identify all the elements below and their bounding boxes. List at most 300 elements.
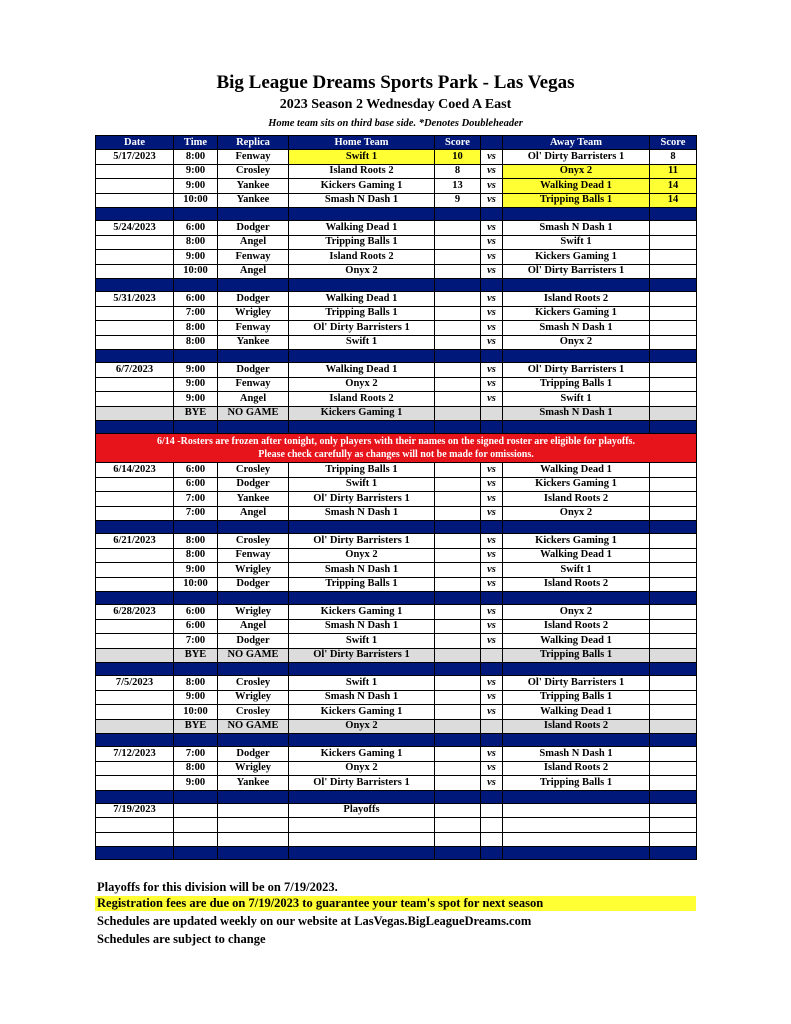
date-cell — [96, 235, 174, 250]
vs-cell — [481, 818, 503, 833]
time-cell: 9:00 — [174, 377, 218, 392]
home-team-cell — [289, 832, 435, 847]
separator-cell — [289, 521, 435, 534]
separator-cell — [174, 208, 218, 221]
home-team-cell: Tripping Balls 1 — [289, 463, 435, 478]
field-cell: Dodger — [218, 577, 289, 592]
separator-cell — [650, 208, 697, 221]
vs-cell: vs — [481, 164, 503, 179]
home-score-cell — [435, 264, 481, 279]
vs-cell: vs — [481, 335, 503, 350]
time-cell: 8:00 — [174, 335, 218, 350]
vs-cell: vs — [481, 306, 503, 321]
date-cell: 5/17/2023 — [96, 150, 174, 165]
field-cell: Angel — [218, 264, 289, 279]
date-cell — [96, 818, 174, 833]
vs-cell — [481, 719, 503, 734]
bye-row — [96, 648, 697, 663]
separator-cell — [289, 592, 435, 605]
home-team-cell: Onyx 2 — [289, 719, 435, 734]
home-score-cell — [435, 776, 481, 791]
separator-cell — [435, 734, 481, 747]
time-cell: 7:00 — [174, 634, 218, 649]
separator-cell — [503, 592, 650, 605]
field-cell: Angel — [218, 506, 289, 521]
field-cell: Yankee — [218, 776, 289, 791]
home-score-cell — [435, 321, 481, 336]
home-team-cell: Smash N Dash 1 — [289, 193, 435, 208]
separator-cell — [96, 847, 174, 860]
separator-cell — [650, 421, 697, 434]
home-team-cell: Walking Dead 1 — [289, 292, 435, 307]
game-row — [96, 747, 697, 762]
away-team-cell — [503, 818, 650, 833]
home-team-cell: Playoffs — [289, 803, 435, 818]
field-cell: Crosley — [218, 463, 289, 478]
field-cell: Dodger — [218, 221, 289, 236]
date-cell — [96, 179, 174, 194]
field-cell: Yankee — [218, 179, 289, 194]
separator-cell — [435, 350, 481, 363]
home-score-cell — [435, 747, 481, 762]
time-cell: 10:00 — [174, 577, 218, 592]
game-row — [96, 548, 697, 563]
field-cell — [218, 818, 289, 833]
time-cell: 8:00 — [174, 548, 218, 563]
separator-cell — [481, 279, 503, 292]
date-cell — [96, 406, 174, 421]
separator-cell — [503, 421, 650, 434]
separator-cell — [435, 521, 481, 534]
home-team-cell: Smash N Dash 1 — [289, 690, 435, 705]
home-team-cell: Ol' Dirty Barristers 1 — [289, 648, 435, 663]
game-row — [96, 634, 697, 649]
date-cell — [96, 506, 174, 521]
away-score-cell — [650, 363, 697, 378]
away-team-cell: Smash N Dash 1 — [503, 321, 650, 336]
date-cell — [96, 634, 174, 649]
time-cell: 6:00 — [174, 477, 218, 492]
home-team-cell: Onyx 2 — [289, 548, 435, 563]
home-team-cell: Smash N Dash 1 — [289, 619, 435, 634]
away-score-cell: 11 — [650, 164, 697, 179]
home-score-cell — [435, 221, 481, 236]
vs-cell: vs — [481, 250, 503, 265]
field-cell: Crosley — [218, 534, 289, 549]
time-cell: 9:00 — [174, 250, 218, 265]
field-cell: Crosley — [218, 676, 289, 691]
separator-cell — [650, 521, 697, 534]
vs-cell: vs — [481, 619, 503, 634]
separator-cell — [503, 663, 650, 676]
time-cell: 10:00 — [174, 705, 218, 720]
website-note: Schedules are updated weekly on our website at LasVegas.BigLeagueDreams.com — [97, 914, 532, 928]
vs-cell: vs — [481, 506, 503, 521]
away-score-cell — [650, 648, 697, 663]
game-row — [96, 377, 697, 392]
col-header-away-score: Score — [650, 136, 697, 150]
game-row — [96, 534, 697, 549]
time-cell: 7:00 — [174, 306, 218, 321]
home-score-cell — [435, 719, 481, 734]
home-score-cell — [435, 577, 481, 592]
home-team-cell: Kickers Gaming 1 — [289, 406, 435, 421]
away-score-cell — [650, 306, 697, 321]
separator-cell — [503, 521, 650, 534]
separator-cell — [218, 663, 289, 676]
vs-cell — [481, 406, 503, 421]
separator-cell — [481, 350, 503, 363]
week-separator-row — [96, 663, 697, 676]
away-team-cell: Kickers Gaming 1 — [503, 250, 650, 265]
separator-cell — [289, 790, 435, 803]
home-score-cell — [435, 690, 481, 705]
separator-cell — [218, 350, 289, 363]
away-team-cell: Island Roots 2 — [503, 719, 650, 734]
away-score-cell — [650, 577, 697, 592]
separator-cell — [481, 847, 503, 860]
game-row — [96, 705, 697, 720]
vs-cell: vs — [481, 477, 503, 492]
separator-cell — [650, 790, 697, 803]
field-cell: Fenway — [218, 377, 289, 392]
home-team-cell: Swift 1 — [289, 676, 435, 691]
game-row — [96, 761, 697, 776]
vs-cell: vs — [481, 747, 503, 762]
away-team-cell: Walking Dead 1 — [503, 179, 650, 194]
game-row — [96, 264, 697, 279]
separator-cell — [650, 279, 697, 292]
page-title: Big League Dreams Sports Park - Las Vegas — [216, 72, 575, 93]
separator-cell — [96, 521, 174, 534]
time-cell — [174, 803, 218, 818]
time-cell: 6:00 — [174, 221, 218, 236]
home-team-cell: Walking Dead 1 — [289, 363, 435, 378]
home-team-cell: Swift 1 — [289, 335, 435, 350]
date-cell — [96, 250, 174, 265]
date-cell: 6/21/2023 — [96, 534, 174, 549]
separator-cell — [96, 592, 174, 605]
away-score-cell — [650, 506, 697, 521]
away-score-cell — [650, 619, 697, 634]
away-score-cell — [650, 264, 697, 279]
field-cell: Yankee — [218, 492, 289, 507]
separator-cell — [218, 421, 289, 434]
date-cell — [96, 492, 174, 507]
separator-cell — [174, 663, 218, 676]
game-row — [96, 577, 697, 592]
game-row — [96, 193, 697, 208]
field-cell: Wrigley — [218, 605, 289, 620]
separator-cell — [503, 847, 650, 860]
vs-cell — [481, 832, 503, 847]
away-score-cell — [650, 832, 697, 847]
time-cell: 8:00 — [174, 321, 218, 336]
week-separator-row — [96, 279, 697, 292]
date-cell — [96, 164, 174, 179]
time-cell: 6:00 — [174, 605, 218, 620]
time-cell: 9:00 — [174, 563, 218, 578]
col-header-vs — [481, 136, 503, 150]
game-row — [96, 776, 697, 791]
game-row — [96, 179, 697, 194]
away-team-cell: Walking Dead 1 — [503, 548, 650, 563]
separator-cell — [481, 208, 503, 221]
home-team-cell — [289, 818, 435, 833]
game-row — [96, 803, 697, 818]
home-team-cell: Tripping Balls 1 — [289, 306, 435, 321]
col-header-away-team: Away Team — [503, 136, 650, 150]
vs-cell: vs — [481, 690, 503, 705]
field-cell: Wrigley — [218, 690, 289, 705]
away-team-cell: Tripping Balls 1 — [503, 648, 650, 663]
separator-cell — [289, 421, 435, 434]
home-score-cell — [435, 676, 481, 691]
field-cell: Fenway — [218, 150, 289, 165]
away-score-cell — [650, 676, 697, 691]
home-team-note: Home team sits on third base side. *Denotes Doubleheader — [268, 118, 523, 129]
home-team-cell: Island Roots 2 — [289, 164, 435, 179]
date-cell — [96, 335, 174, 350]
home-score-cell: 8 — [435, 164, 481, 179]
date-cell — [96, 705, 174, 720]
away-score-cell — [650, 463, 697, 478]
col-header-time: Time — [174, 136, 218, 150]
game-row — [96, 563, 697, 578]
separator-cell — [174, 350, 218, 363]
away-score-cell — [650, 406, 697, 421]
time-cell: 7:00 — [174, 747, 218, 762]
separator-cell — [289, 350, 435, 363]
time-cell: 6:00 — [174, 619, 218, 634]
field-cell: Wrigley — [218, 563, 289, 578]
week-separator-row — [96, 847, 697, 860]
date-cell: 7/19/2023 — [96, 803, 174, 818]
away-team-cell: Island Roots 2 — [503, 492, 650, 507]
field-cell: Yankee — [218, 193, 289, 208]
game-row — [96, 477, 697, 492]
game-row — [96, 235, 697, 250]
time-cell: 8:00 — [174, 150, 218, 165]
away-team-cell: Kickers Gaming 1 — [503, 477, 650, 492]
vs-cell — [481, 648, 503, 663]
away-score-cell — [650, 492, 697, 507]
home-score-cell — [435, 392, 481, 407]
separator-cell — [174, 421, 218, 434]
away-team-cell: Smash N Dash 1 — [503, 747, 650, 762]
field-cell: Angel — [218, 235, 289, 250]
separator-cell — [96, 734, 174, 747]
time-cell: BYE — [174, 719, 218, 734]
field-cell — [218, 832, 289, 847]
home-score-cell — [435, 492, 481, 507]
home-team-cell: Kickers Gaming 1 — [289, 605, 435, 620]
time-cell: BYE — [174, 648, 218, 663]
home-score-cell — [435, 648, 481, 663]
col-header-replica: Replica — [218, 136, 289, 150]
field-cell: Fenway — [218, 321, 289, 336]
separator-cell — [218, 847, 289, 860]
time-cell: 9:00 — [174, 392, 218, 407]
game-row — [96, 335, 697, 350]
away-score-cell — [650, 250, 697, 265]
away-team-cell: Tripping Balls 1 — [503, 377, 650, 392]
home-score-cell — [435, 619, 481, 634]
home-score-cell — [435, 377, 481, 392]
page-subtitle: 2023 Season 2 Wednesday Coed A East — [279, 97, 512, 112]
away-team-cell: Onyx 2 — [503, 506, 650, 521]
time-cell: 10:00 — [174, 193, 218, 208]
vs-cell: vs — [481, 705, 503, 720]
home-team-cell: Onyx 2 — [289, 264, 435, 279]
home-team-cell: Tripping Balls 1 — [289, 577, 435, 592]
vs-cell: vs — [481, 363, 503, 378]
separator-cell — [96, 279, 174, 292]
away-score-cell — [650, 377, 697, 392]
date-cell — [96, 321, 174, 336]
field-cell: Wrigley — [218, 761, 289, 776]
away-team-cell: Island Roots 2 — [503, 619, 650, 634]
home-score-cell: 10 — [435, 150, 481, 165]
vs-cell: vs — [481, 605, 503, 620]
date-cell — [96, 619, 174, 634]
separator-cell — [174, 734, 218, 747]
col-header-date: Date — [96, 136, 174, 150]
away-team-cell: Swift 1 — [503, 392, 650, 407]
date-cell: 5/24/2023 — [96, 221, 174, 236]
date-cell: 7/5/2023 — [96, 676, 174, 691]
date-cell — [96, 377, 174, 392]
date-cell — [96, 306, 174, 321]
away-team-cell: Smash N Dash 1 — [503, 221, 650, 236]
separator-cell — [96, 208, 174, 221]
game-row — [96, 306, 697, 321]
home-score-cell — [435, 634, 481, 649]
playoffs-note: Playoffs for this division will be on 7/19/2023. — [97, 880, 338, 894]
field-cell: NO GAME — [218, 719, 289, 734]
away-score-cell: 14 — [650, 193, 697, 208]
vs-cell: vs — [481, 577, 503, 592]
date-cell — [96, 577, 174, 592]
date-cell — [96, 392, 174, 407]
game-row — [96, 492, 697, 507]
separator-cell — [289, 279, 435, 292]
separator-cell — [435, 279, 481, 292]
separator-cell — [289, 208, 435, 221]
vs-cell: vs — [481, 321, 503, 336]
date-cell — [96, 648, 174, 663]
week-separator-row — [96, 208, 697, 221]
separator-cell — [289, 847, 435, 860]
game-row — [96, 619, 697, 634]
separator-cell — [650, 592, 697, 605]
home-score-cell — [435, 605, 481, 620]
separator-cell — [481, 592, 503, 605]
home-score-cell — [435, 235, 481, 250]
field-cell: Angel — [218, 392, 289, 407]
game-row — [96, 818, 697, 833]
date-cell — [96, 719, 174, 734]
schedule-table — [95, 135, 697, 860]
away-score-cell — [650, 534, 697, 549]
roster-notice-row — [96, 434, 697, 463]
home-score-cell — [435, 463, 481, 478]
away-score-cell — [650, 605, 697, 620]
field-cell: Angel — [218, 619, 289, 634]
away-score-cell — [650, 690, 697, 705]
home-score-cell — [435, 306, 481, 321]
vs-cell: vs — [481, 193, 503, 208]
away-team-cell: Ol' Dirty Barristers 1 — [503, 363, 650, 378]
away-score-cell — [650, 548, 697, 563]
home-team-cell: Tripping Balls 1 — [289, 235, 435, 250]
away-score-cell — [650, 235, 697, 250]
date-cell — [96, 690, 174, 705]
game-row — [96, 463, 697, 478]
home-score-cell — [435, 761, 481, 776]
vs-cell: vs — [481, 292, 503, 307]
date-cell: 5/31/2023 — [96, 292, 174, 307]
time-cell: 8:00 — [174, 235, 218, 250]
separator-cell — [218, 790, 289, 803]
date-cell — [96, 761, 174, 776]
game-row — [96, 605, 697, 620]
vs-cell: vs — [481, 221, 503, 236]
separator-cell — [481, 790, 503, 803]
vs-cell: vs — [481, 150, 503, 165]
date-cell — [96, 548, 174, 563]
time-cell: 9:00 — [174, 164, 218, 179]
away-team-cell: Walking Dead 1 — [503, 634, 650, 649]
home-team-cell: Kickers Gaming 1 — [289, 179, 435, 194]
time-cell: BYE — [174, 406, 218, 421]
date-cell — [96, 477, 174, 492]
away-score-cell — [650, 292, 697, 307]
field-cell: NO GAME — [218, 648, 289, 663]
date-cell — [96, 832, 174, 847]
time-cell: 8:00 — [174, 676, 218, 691]
game-row — [96, 690, 697, 705]
home-team-cell: Ol' Dirty Barristers 1 — [289, 776, 435, 791]
separator-cell — [435, 847, 481, 860]
away-team-cell: Island Roots 2 — [503, 292, 650, 307]
away-team-cell: Ol' Dirty Barristers 1 — [503, 264, 650, 279]
home-team-cell: Swift 1 — [289, 477, 435, 492]
time-cell: 9:00 — [174, 363, 218, 378]
field-cell: Dodger — [218, 363, 289, 378]
separator-cell — [650, 734, 697, 747]
vs-cell: vs — [481, 179, 503, 194]
separator-cell — [174, 521, 218, 534]
bye-row — [96, 406, 697, 421]
vs-cell: vs — [481, 463, 503, 478]
home-team-cell: Kickers Gaming 1 — [289, 747, 435, 762]
col-header-home-team: Home Team — [289, 136, 435, 150]
away-team-cell: Walking Dead 1 — [503, 705, 650, 720]
separator-cell — [650, 847, 697, 860]
time-cell: 6:00 — [174, 292, 218, 307]
vs-cell: vs — [481, 377, 503, 392]
home-team-cell: Walking Dead 1 — [289, 221, 435, 236]
vs-cell: vs — [481, 634, 503, 649]
field-cell: Dodger — [218, 477, 289, 492]
away-team-cell: Onyx 2 — [503, 605, 650, 620]
separator-cell — [435, 421, 481, 434]
separator-cell — [481, 421, 503, 434]
separator-cell — [96, 350, 174, 363]
week-separator-row — [96, 350, 697, 363]
date-cell — [96, 776, 174, 791]
